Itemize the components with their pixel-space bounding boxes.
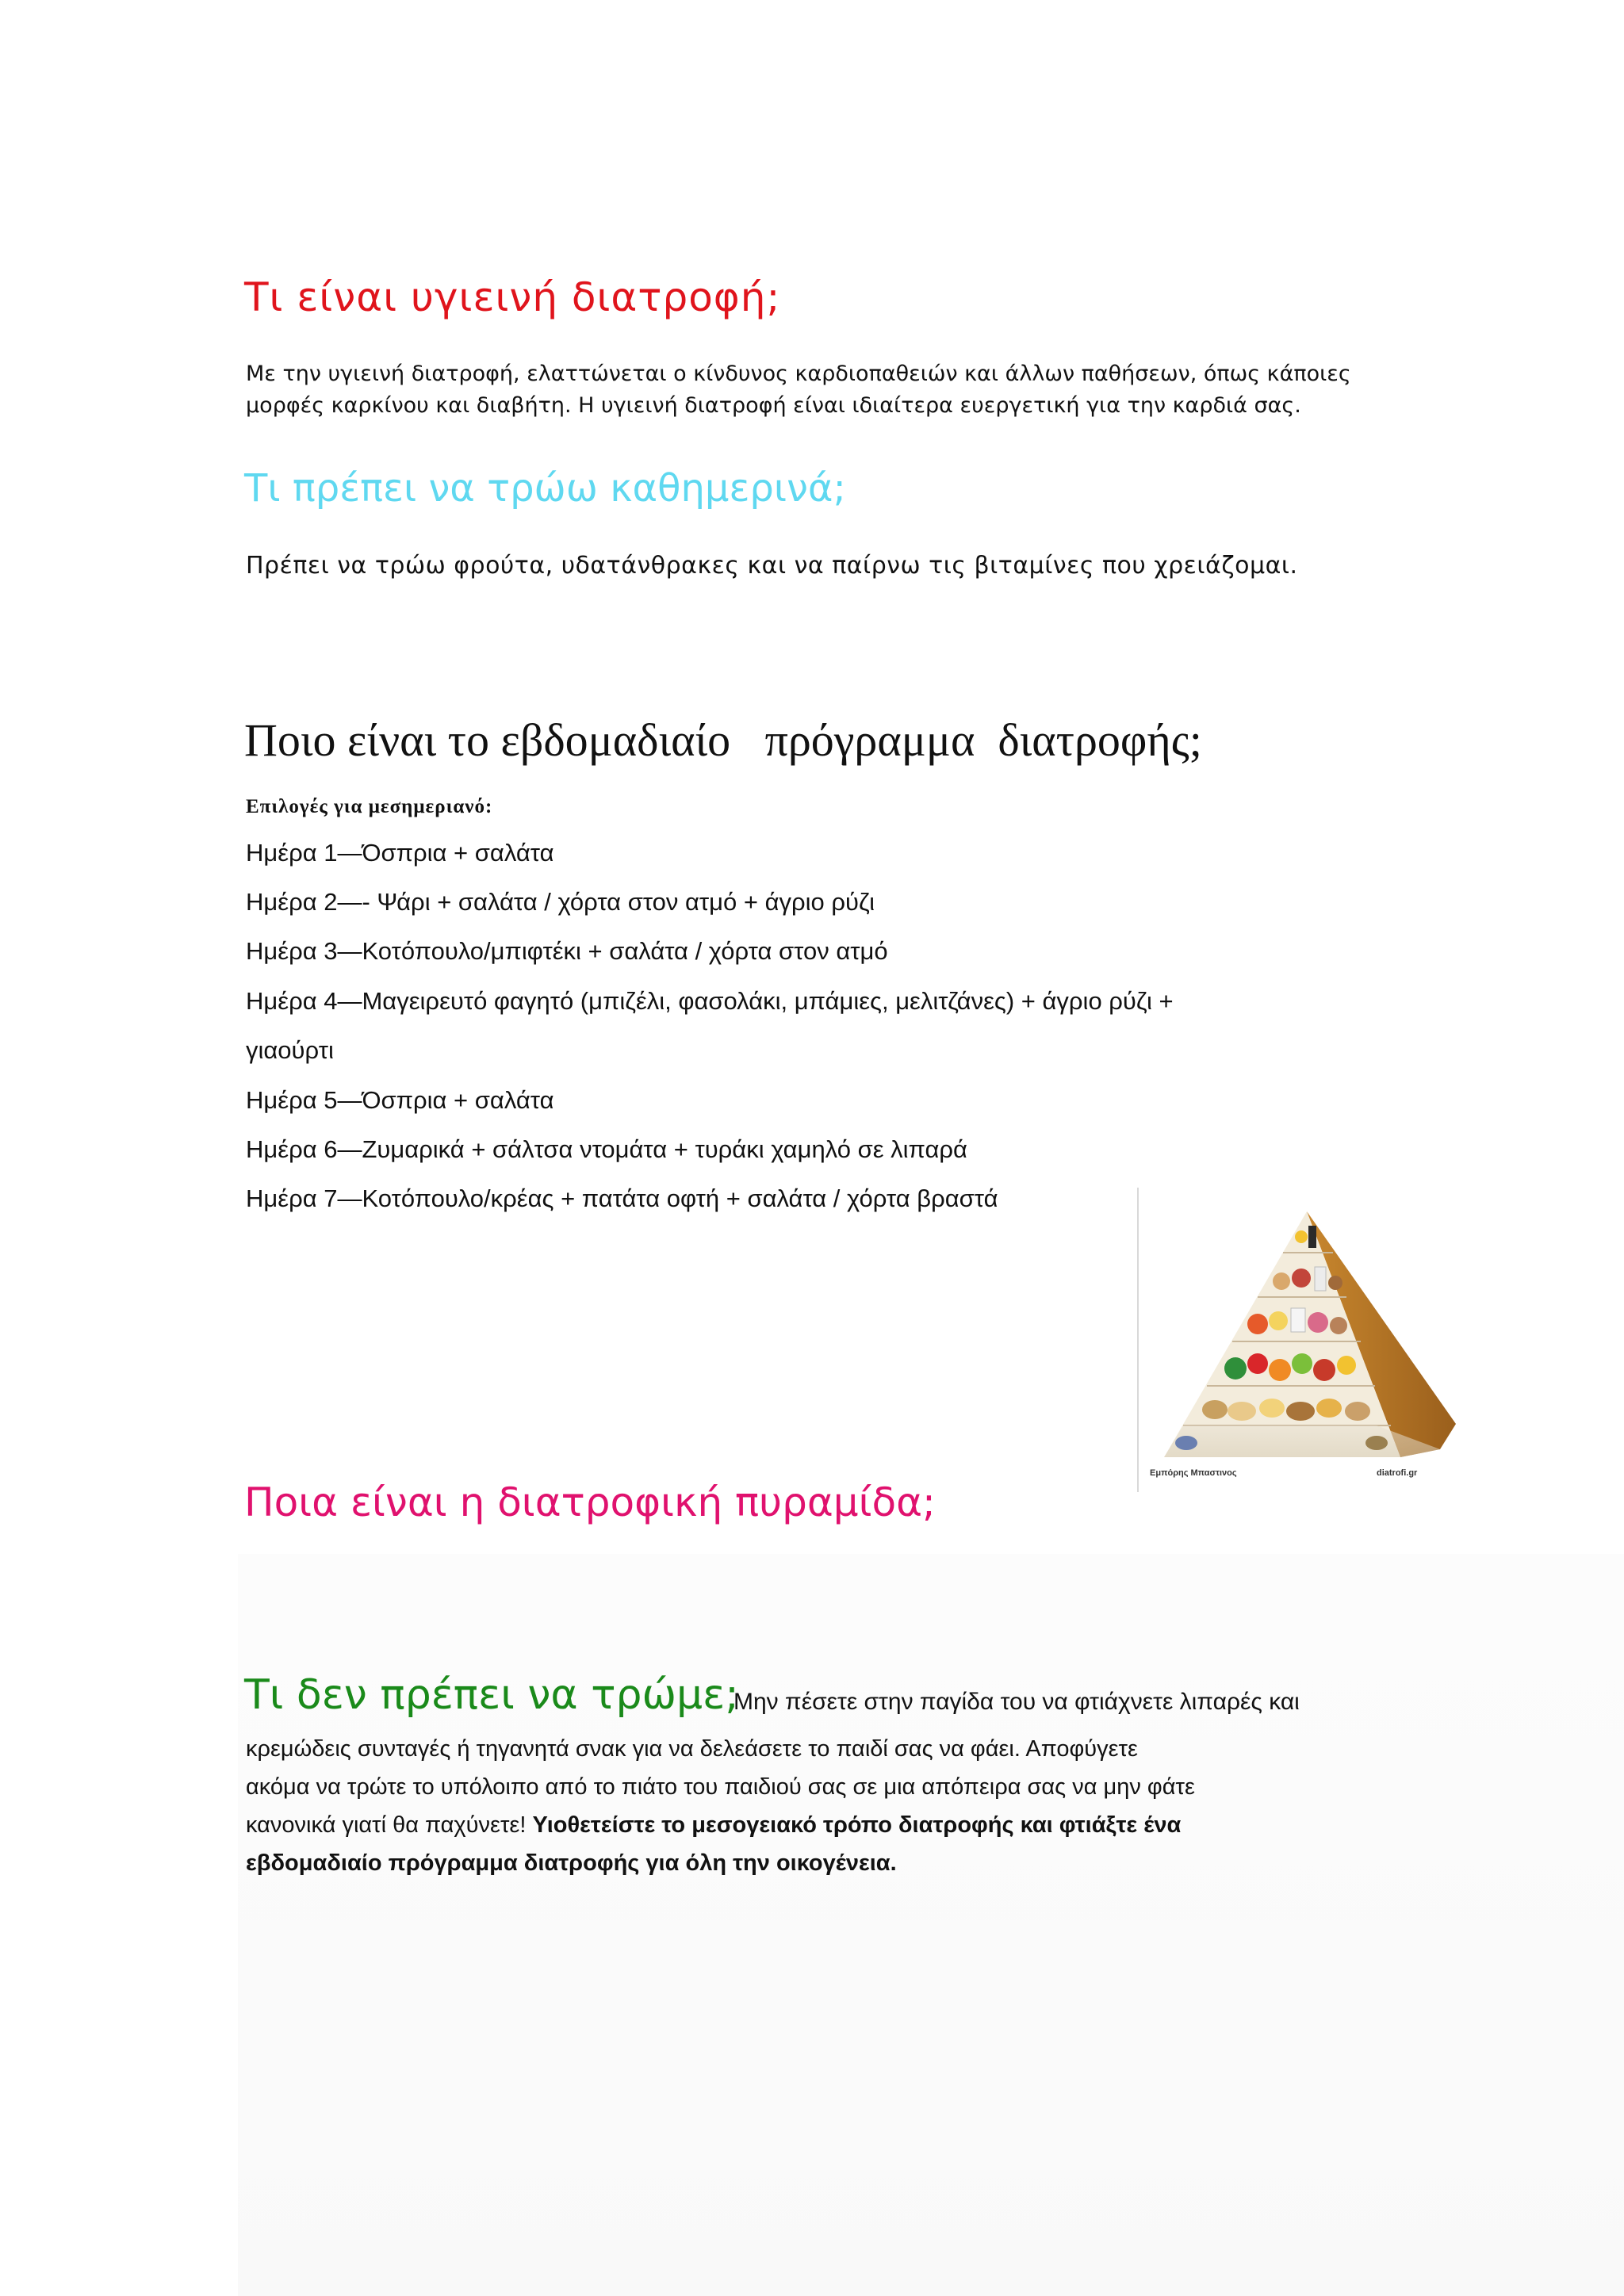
- paragraph-line: κρεμώδεις συνταγές ή τηγανητά σνακ για να δελεάσετε το παιδί σας να φάει. Αποφύγετε: [246, 1736, 1138, 1762]
- food-pyramid-illustration: [1139, 1188, 1492, 1492]
- day-line: Ημέρα 3—Κοτόπουλο/μπιφτέκι + σαλάτα / χόρτα στον ατμό: [246, 937, 888, 965]
- paragraph-line: Με την υγιεινή διατροφή, ελαττώνεται ο κίνδυνος καρδιοπαθειών και άλλων παθήσεων, όπως κάποιες: [246, 362, 1351, 386]
- page-shading: [238, 1554, 1624, 2296]
- paragraph-line: [246, 1812, 1181, 1839]
- day-line: Ημέρα 4—Μαγειρευτό φαγητό (μπιζέλι, φασολάκι, μπάμιες, μελιτζάνες) + άγριο ρύζι +: [246, 987, 1174, 1015]
- bold-recommendation: εβδομαδιαίο πρόγραμμα διατροφής για όλη την οικογένεια.: [246, 1850, 897, 1876]
- paragraph-text: κανονικά γιατί θα παχύνετε!: [246, 1812, 527, 1838]
- heading-food-pyramid: Ποια είναι η διατροφική πυραμίδα;: [244, 1479, 936, 1525]
- image-caption-left: Εμπόρης Μπαστινος: [1150, 1468, 1237, 1478]
- day-line: γιαούρτι: [246, 1036, 334, 1064]
- bold-recommendation: Υιοθετείστε το μεσογειακό τρόπο διατροφής και φτιάξτε ένα: [532, 1812, 1182, 1838]
- paragraph-daily: Πρέπει να τρώω φρούτα, υδατάνθρακες και να παίρνω τις βιταμίνες που χρειάζομαι.: [246, 552, 1298, 580]
- heading-weekly-program: Ποιο είναι το εβδομαδιαίο πρόγραμμα διατροφής;: [244, 714, 1202, 766]
- food-pyramid-image: [1137, 1188, 1492, 1492]
- day-line: Ημέρα 5—Όσπρια + σαλάτα: [246, 1086, 554, 1114]
- heading-what-not-to-eat: Τι δεν πρέπει να τρώμε;: [244, 1671, 739, 1719]
- image-caption-right: diatrofi.gr: [1377, 1468, 1418, 1478]
- paragraph-line: [246, 1850, 897, 1877]
- paragraph-line: μορφές καρκίνου και διαβήτη. Η υγιεινή διατροφή είναι ιδιαίτερα ευεργετική για την καρδιά σας.: [246, 393, 1301, 418]
- paragraph-line: ακόμα να τρώτε το υπόλοιπο από το πιάτο του παιδιού σας σε μια απόπειρα σας να μην φάτε: [246, 1774, 1195, 1800]
- paragraph-inline-start: Μην πέσετε στην παγίδα του να φτιάχνετε λιπαρές και: [733, 1689, 1300, 1715]
- day-line: Ημέρα 1—Όσπρια + σαλάτα: [246, 839, 554, 867]
- day-line: Ημέρα 7—Κοτόπουλο/κρέας + πατάτα οφτή + σαλάτα / χόρτα βραστά: [246, 1184, 998, 1212]
- heading-daily-eating: Τι πρέπει να τρώω καθημερινά;: [244, 466, 846, 511]
- heading-healthy-diet: Τι είναι υγιεινή διατροφή;: [244, 274, 781, 320]
- subheading-lunch-options: Επιλογές για μεσημεριανό:: [246, 796, 493, 817]
- day-line: Ημέρα 6—Ζυμαρικά + σάλτσα ντομάτα + τυράκι χαμηλό σε λιπαρά: [246, 1135, 967, 1163]
- day-line: Ημέρα 2—- Ψάρι + σαλάτα / χόρτα στον ατμό + άγριο ρύζι: [246, 888, 875, 916]
